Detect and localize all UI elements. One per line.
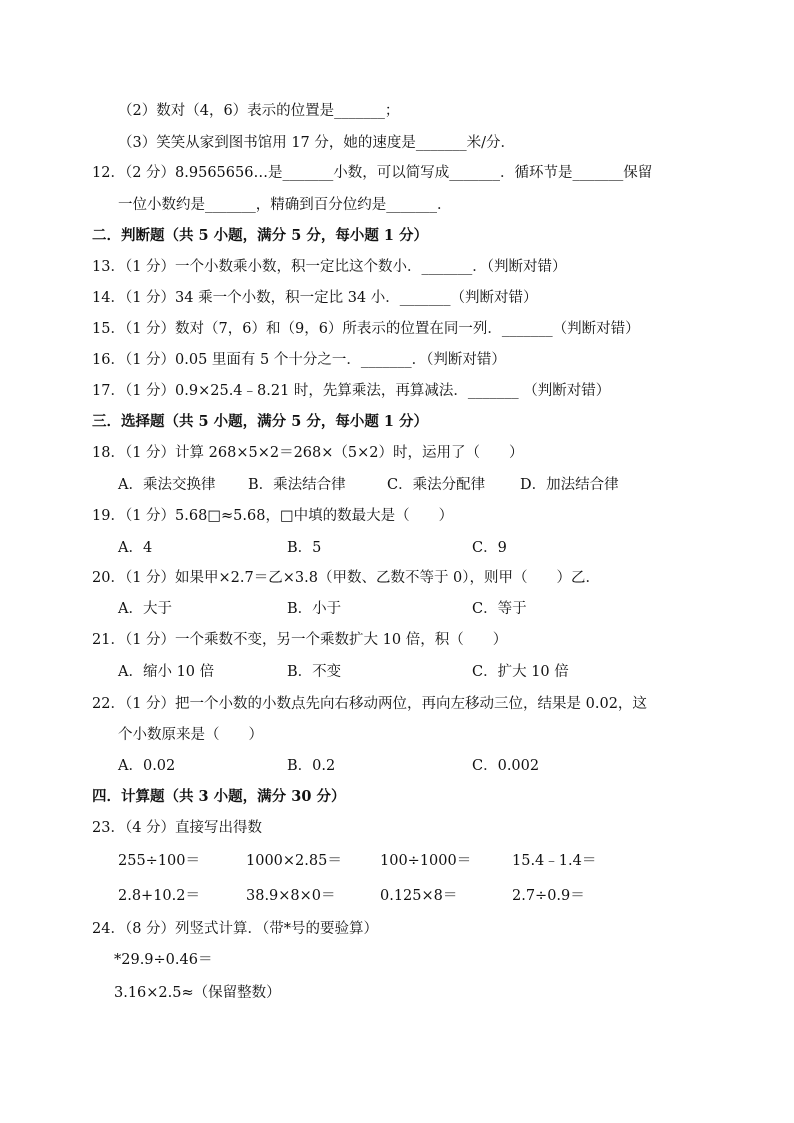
section-3-heading: 三．选择题（共 5 小题，满分 5 分，每小题 1 分） xyxy=(92,413,429,430)
question-19: 19．（1 分）5.68□≈5.68，□中填的数最大是（ ） xyxy=(92,508,454,524)
calc-item: 2.8+10.2＝ xyxy=(118,888,200,904)
question-23: 23．（4 分）直接写出得数 xyxy=(92,820,263,836)
calc-item: 100÷1000＝ xyxy=(380,853,472,869)
question-16: 16．（1 分）0.05 里面有 5 个十分之一．_______．（判断对错） xyxy=(92,352,506,368)
q20-option-c: C．等于 xyxy=(472,601,527,617)
question-13: 13．（1 分）一个小数乘小数，积一定比这个数小．_______．（判断对错） xyxy=(92,259,567,275)
q21-option-a: A．缩小 10 倍 xyxy=(118,664,215,680)
question-24-item-1: *29.9÷0.46＝ xyxy=(114,952,213,968)
q21-option-b: B．不变 xyxy=(287,664,342,680)
q22-option-b: B．0.2 xyxy=(287,758,336,774)
question-21: 21．（1 分）一个乘数不变，另一个乘数扩大 10 倍，积（ ） xyxy=(92,632,508,648)
calc-item: 38.9×8×0＝ xyxy=(246,888,336,904)
calc-item: 255÷100＝ xyxy=(118,853,201,869)
calc-item: 15.4﹣1.4＝ xyxy=(512,853,597,869)
q22-option-c: C．0.002 xyxy=(472,758,540,774)
q22-option-a: A．0.02 xyxy=(118,758,176,774)
question-22: 22．（1 分）把一个小数的小数点先向右移动两位，再向左移动三位，结果是 0.02，这 xyxy=(92,696,647,712)
q20-option-b: B．小于 xyxy=(287,601,342,617)
q19-option-b: B．5 xyxy=(287,540,322,556)
q19-option-c: C．9 xyxy=(472,540,507,556)
calc-item: 2.7÷0.9＝ xyxy=(512,888,585,904)
question-22-cont: 个小数原来是（ ） xyxy=(118,727,263,743)
q18-option-a: A．乘法交换律 xyxy=(118,477,216,493)
calc-item: 1000×2.85＝ xyxy=(246,853,342,869)
question-14: 14．（1 分）34 乘一个小数，积一定比 34 小．_______（判断对错） xyxy=(92,290,538,306)
q19-option-a: A．4 xyxy=(118,540,153,556)
q18-option-c: C．乘法分配律 xyxy=(387,477,486,493)
question-12: 12．（2 分）8.9565656…是_______小数，可以简写成_______．循环节是_______保留 xyxy=(92,165,653,181)
q21-option-c: C．扩大 10 倍 xyxy=(472,664,569,680)
section-4-heading: 四．计算题（共 3 小题，满分 30 分） xyxy=(92,788,346,805)
calc-item: 0.125×8＝ xyxy=(380,888,458,904)
question-17: 17．（1 分）0.9×25.4﹣8.21 时，先算乘法，再算减法．_______ （判断对错） xyxy=(92,383,611,399)
q18-option-d: D．加法结合律 xyxy=(520,477,619,493)
q18-option-b: B．乘法结合律 xyxy=(248,477,346,493)
question-24: 24．（8 分）列竖式计算．（带*号的要验算） xyxy=(92,921,379,937)
q11-part2: （2）数对（4，6）表示的位置是_______； xyxy=(118,103,400,119)
question-18: 18．（1 分）计算 268×5×2＝268×（5×2）时，运用了（ ） xyxy=(92,445,524,461)
section-2-heading: 二．判断题（共 5 小题，满分 5 分，每小题 1 分） xyxy=(92,227,429,244)
question-20: 20．（1 分）如果甲×2.7＝乙×3.8（甲数、乙数不等于 0），则甲（ ）乙． xyxy=(92,570,601,586)
question-24-item-2: 3.16×2.5≈（保留整数） xyxy=(114,985,281,1001)
q11-part3: （3）笑笑从家到图书馆用 17 分，她的速度是_______米/分． xyxy=(118,135,516,151)
question-15: 15．（1 分）数对（7，6）和（9，6）所表示的位置在同一列．_______（判断对错） xyxy=(92,321,640,337)
q20-option-a: A．大于 xyxy=(118,601,172,617)
question-12-cont: 一位小数约是_______，精确到百分位约是_______． xyxy=(118,197,452,213)
